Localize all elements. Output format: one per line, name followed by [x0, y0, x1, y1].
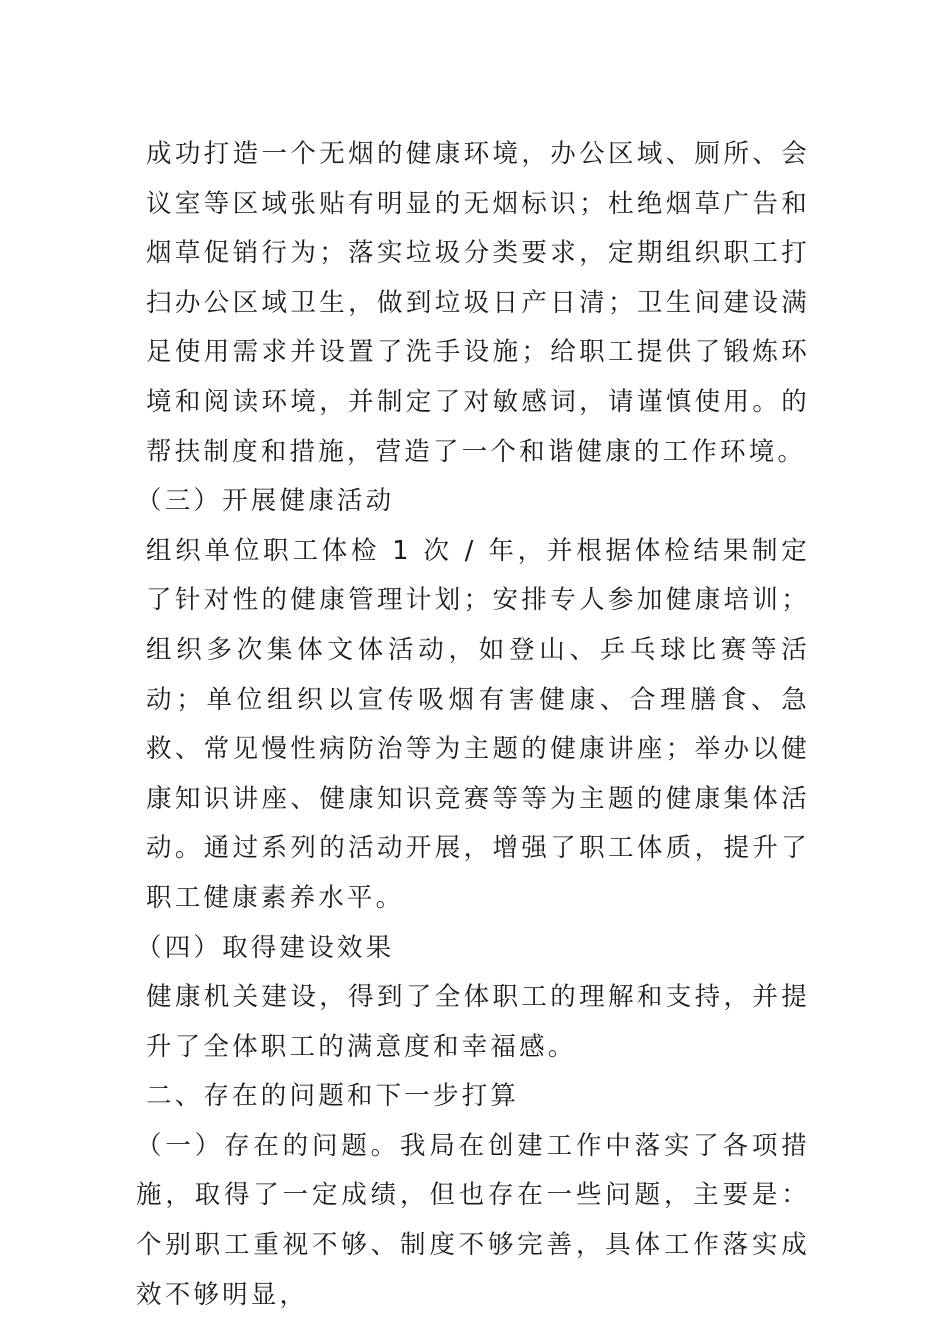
chapter-heading: 二、存在的问题和下一步打算 [146, 1081, 520, 1112]
section-heading: （三）开展健康活动 [136, 486, 395, 517]
body-paragraph: 成功打造一个无烟的健康环境，办公区域、厕所、会议室等区域张贴有明显的无烟标识；杜绝烟草广告和烟草促销行为；落实垃圾分类要求，定期组织职工打扫办公区域卫生，做到垃圾日产日清；卫生间建设满足使用需求并设置了洗手设施；给职工提供了锻炼环境和阅读环境，并制定了对敏感词，请谨慎使用。的帮扶制度和措施，营造了一个和谐健康的工作环境。 [146, 139, 810, 467]
body-paragraph: （一）存在的问题。我局在创建工作中落实了各项措施，取得了一定成绩，但也存在一些问题，主要是：个别职工重视不够、制度不够完善，具体工作落实成效不够明显， [136, 1130, 810, 1310]
body-paragraph: 组织单位职工体检 1 次 / 年，并根据体检结果制定了针对性的健康管理计划；安排专人参加健康培训；组织多次集体文体活动，如登山、乒乓球比赛等活动；单位组织以宣传吸烟有害健康、合理膳食、急救、常见慢性病防治等为主题的健康讲座；举办以健康知识讲座、健康知识竞赛等等为主题的健康集体活动。通过系列的活动开展，增强了职工体质，提升了职工健康素养水平。 [146, 535, 810, 913]
section-heading: （四）取得建设效果 [136, 932, 395, 963]
document-body [136, 130, 810, 1320]
body-paragraph: 健康机关建设，得到了全体职工的理解和支持，并提升了全体职工的满意度和幸福感。 [146, 982, 810, 1062]
